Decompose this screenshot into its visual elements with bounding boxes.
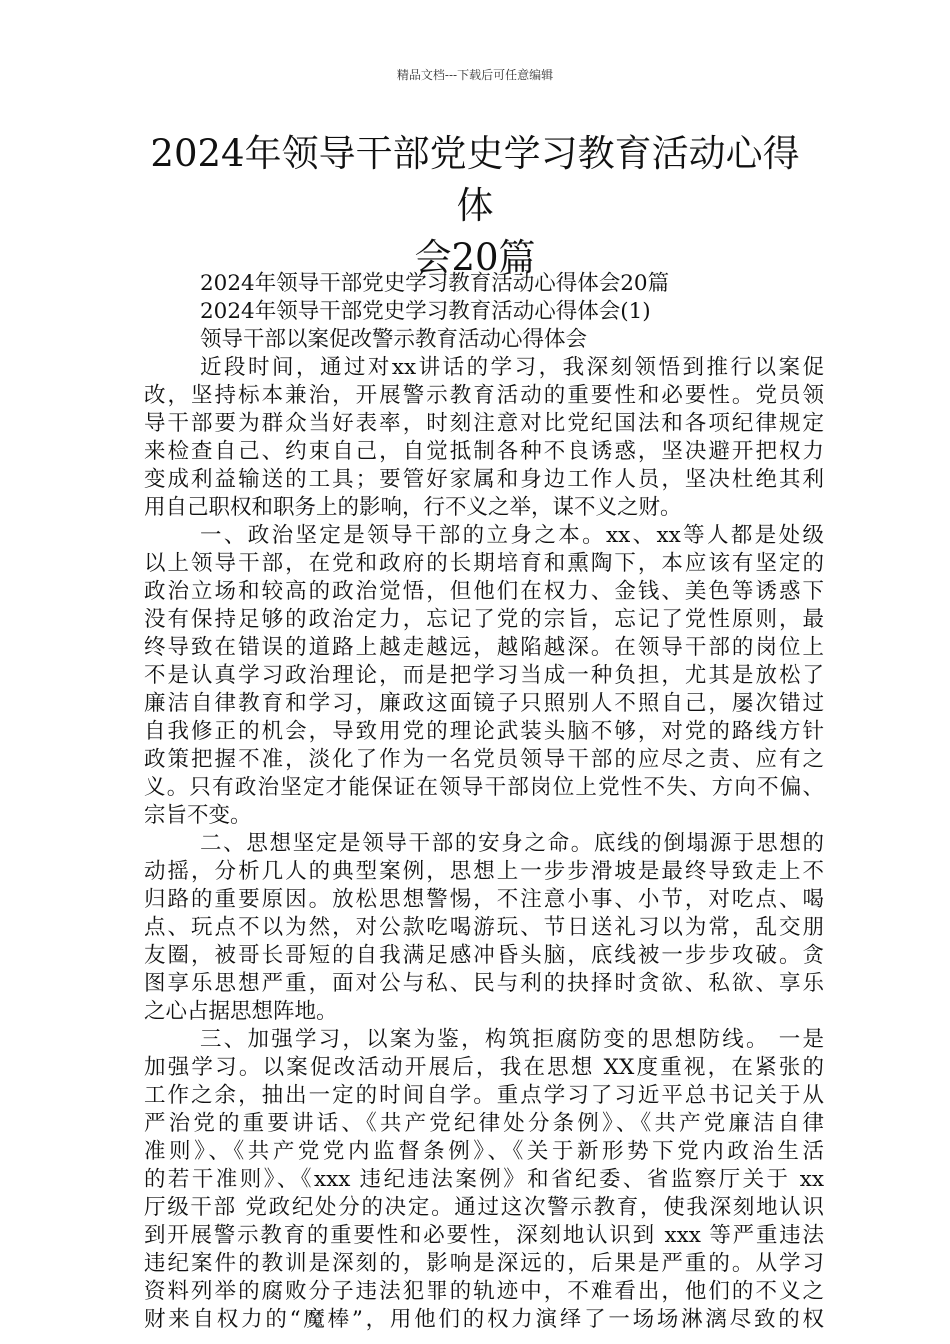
body-line: 点、玩点不以为然，对公款吃喝游玩、节日送礼习以为常，乱交朋 (144, 915, 824, 940)
body-line: 的若干准则》、《xxx 违纪违法案例》和省纪委、省监察厅关于 xx (144, 1167, 824, 1192)
body-line: 财来自权力的“魔棒”，用他们的权力演绎了一场场淋漓尽致的权 (144, 1307, 824, 1332)
body-line: 图享乐思想严重，面对公与私、民与利的抉择时贪欲、私欲、享乐 (144, 971, 824, 996)
body-line: 一、政治坚定是领导干部的立身之本。xx、xx等人都是处级 (200, 523, 824, 548)
body-line: 二、思想坚定是领导干部的安身之命。底线的倒塌源于思想的 (200, 831, 824, 856)
subtitle-line: 2024年领导干部党史学习教育活动心得体会20篇 (200, 271, 670, 296)
body-line: 之心占据思想阵地。 (144, 999, 338, 1024)
body-line: 严治党的重要讲话、《共产党纪律处分条例》、《共产党廉洁自律 (144, 1111, 824, 1136)
body-line: 归路的重要原因。放松思想警惕，不注意小事、小节，对吃点、喝 (144, 887, 824, 912)
body-line: 政策把握不准，淡化了作为一名党员领导干部的应尽之责、应有之 (144, 747, 824, 772)
title-line-1: 2024年领导干部党史学习教育活动心得体 (150, 132, 800, 227)
body-line: 近段时间，通过对xx讲话的学习，我深刻领悟到推行以案促 (200, 355, 824, 380)
body-line: 友圈，被哥长哥短的自我满足感冲昏头脑，底线被一步步攻破。贪 (144, 943, 824, 968)
header-note: 精品文档---下载后可任意编辑 (396, 68, 554, 82)
body-line: 加强学习。以案促改活动开展后，我在思想 XX度重视，在紧张的 (144, 1055, 824, 1080)
body-line: 动摇，分析几人的典型案例，思想上一步步滑坡是最终导致走上不 (144, 859, 824, 884)
document-body (144, 270, 824, 1334)
body-line: 以上领导干部，在党和政府的长期培育和熏陶下，本应该有坚定的 (144, 551, 824, 576)
body-line: 终导致在错误的道路上越走越远，越陷越深。在领导干部的岗位上 (144, 635, 824, 660)
body-line: 导干部要为群众当好表率，时刻注意对比党纪国法和各项纪律规定 (144, 411, 824, 436)
body-line: 三、加强学习，以案为鉴，构筑拒腐防变的思想防线。 一是 (200, 1027, 824, 1052)
body-line: 宗旨不变。 (144, 803, 252, 828)
body-line: 义。只有政治坚定才能保证在领导干部岗位上党性不失、方向不偏、 (144, 775, 824, 800)
body-line: 用自己职权和职务上的影响，行不义之举，谋不义之财。 (144, 495, 682, 520)
body-line: 政治立场和较高的政治觉悟，但他们在权力、金钱、美色等诱惑下 (144, 579, 824, 604)
body-line: 不是认真学习政治理论，而是把学习当成一种负担，尤其是放松了 (144, 663, 824, 688)
body-line: 工作之余，抽出一定的时间自学。重点学习了习近平总书记关于从 (144, 1083, 824, 1108)
body-line: 变成利益输送的工具；要管好家属和身边工作人员，坚决杜绝其利 (144, 467, 824, 492)
body-line: 到开展警示教育的重要性和必要性，深刻地认识到 xxx 等严重违法 (144, 1223, 824, 1248)
title-line-2: 会20篇 (414, 236, 536, 279)
body-line: 廉洁自律教育和学习，廉政这面镜子只照别人不照自己，屡次错过 (144, 691, 824, 716)
body-line: 违纪案件的教训是深刻的，影响是深远的，后果是严重的。从学习 (144, 1251, 824, 1276)
section-heading: 领导干部以案促改警示教育活动心得体会 (200, 327, 588, 352)
body-line: 没有保持足够的政治定力，忘记了党的宗旨，忘记了党性原则，最 (144, 607, 824, 632)
body-line: 厅级干部 党政纪处分的决定。通过这次警示教育，使我深刻地认识 (144, 1195, 824, 1220)
body-line: 准则》、《共产党党内监督条例》、《关于新形势下党内政治生活 (144, 1139, 824, 1164)
body-line: 改，坚持标本兼治，开展警示教育活动的重要性和必要性。党员领 (144, 383, 824, 408)
document-title (140, 128, 810, 284)
subtitle-line: 2024年领导干部党史学习教育活动心得体会(1) (200, 299, 651, 324)
body-line: 资料列举的腐败分子违法犯罪的轨迹中，不难看出，他们的不义之 (144, 1279, 824, 1304)
body-line: 来检查自己、约束自己，自觉抵制各种不良诱惑，坚决避开把权力 (144, 439, 824, 464)
body-line: 自我修正的机会，导致用党的理论武装头脑不够，对党的路线方针 (144, 719, 824, 744)
